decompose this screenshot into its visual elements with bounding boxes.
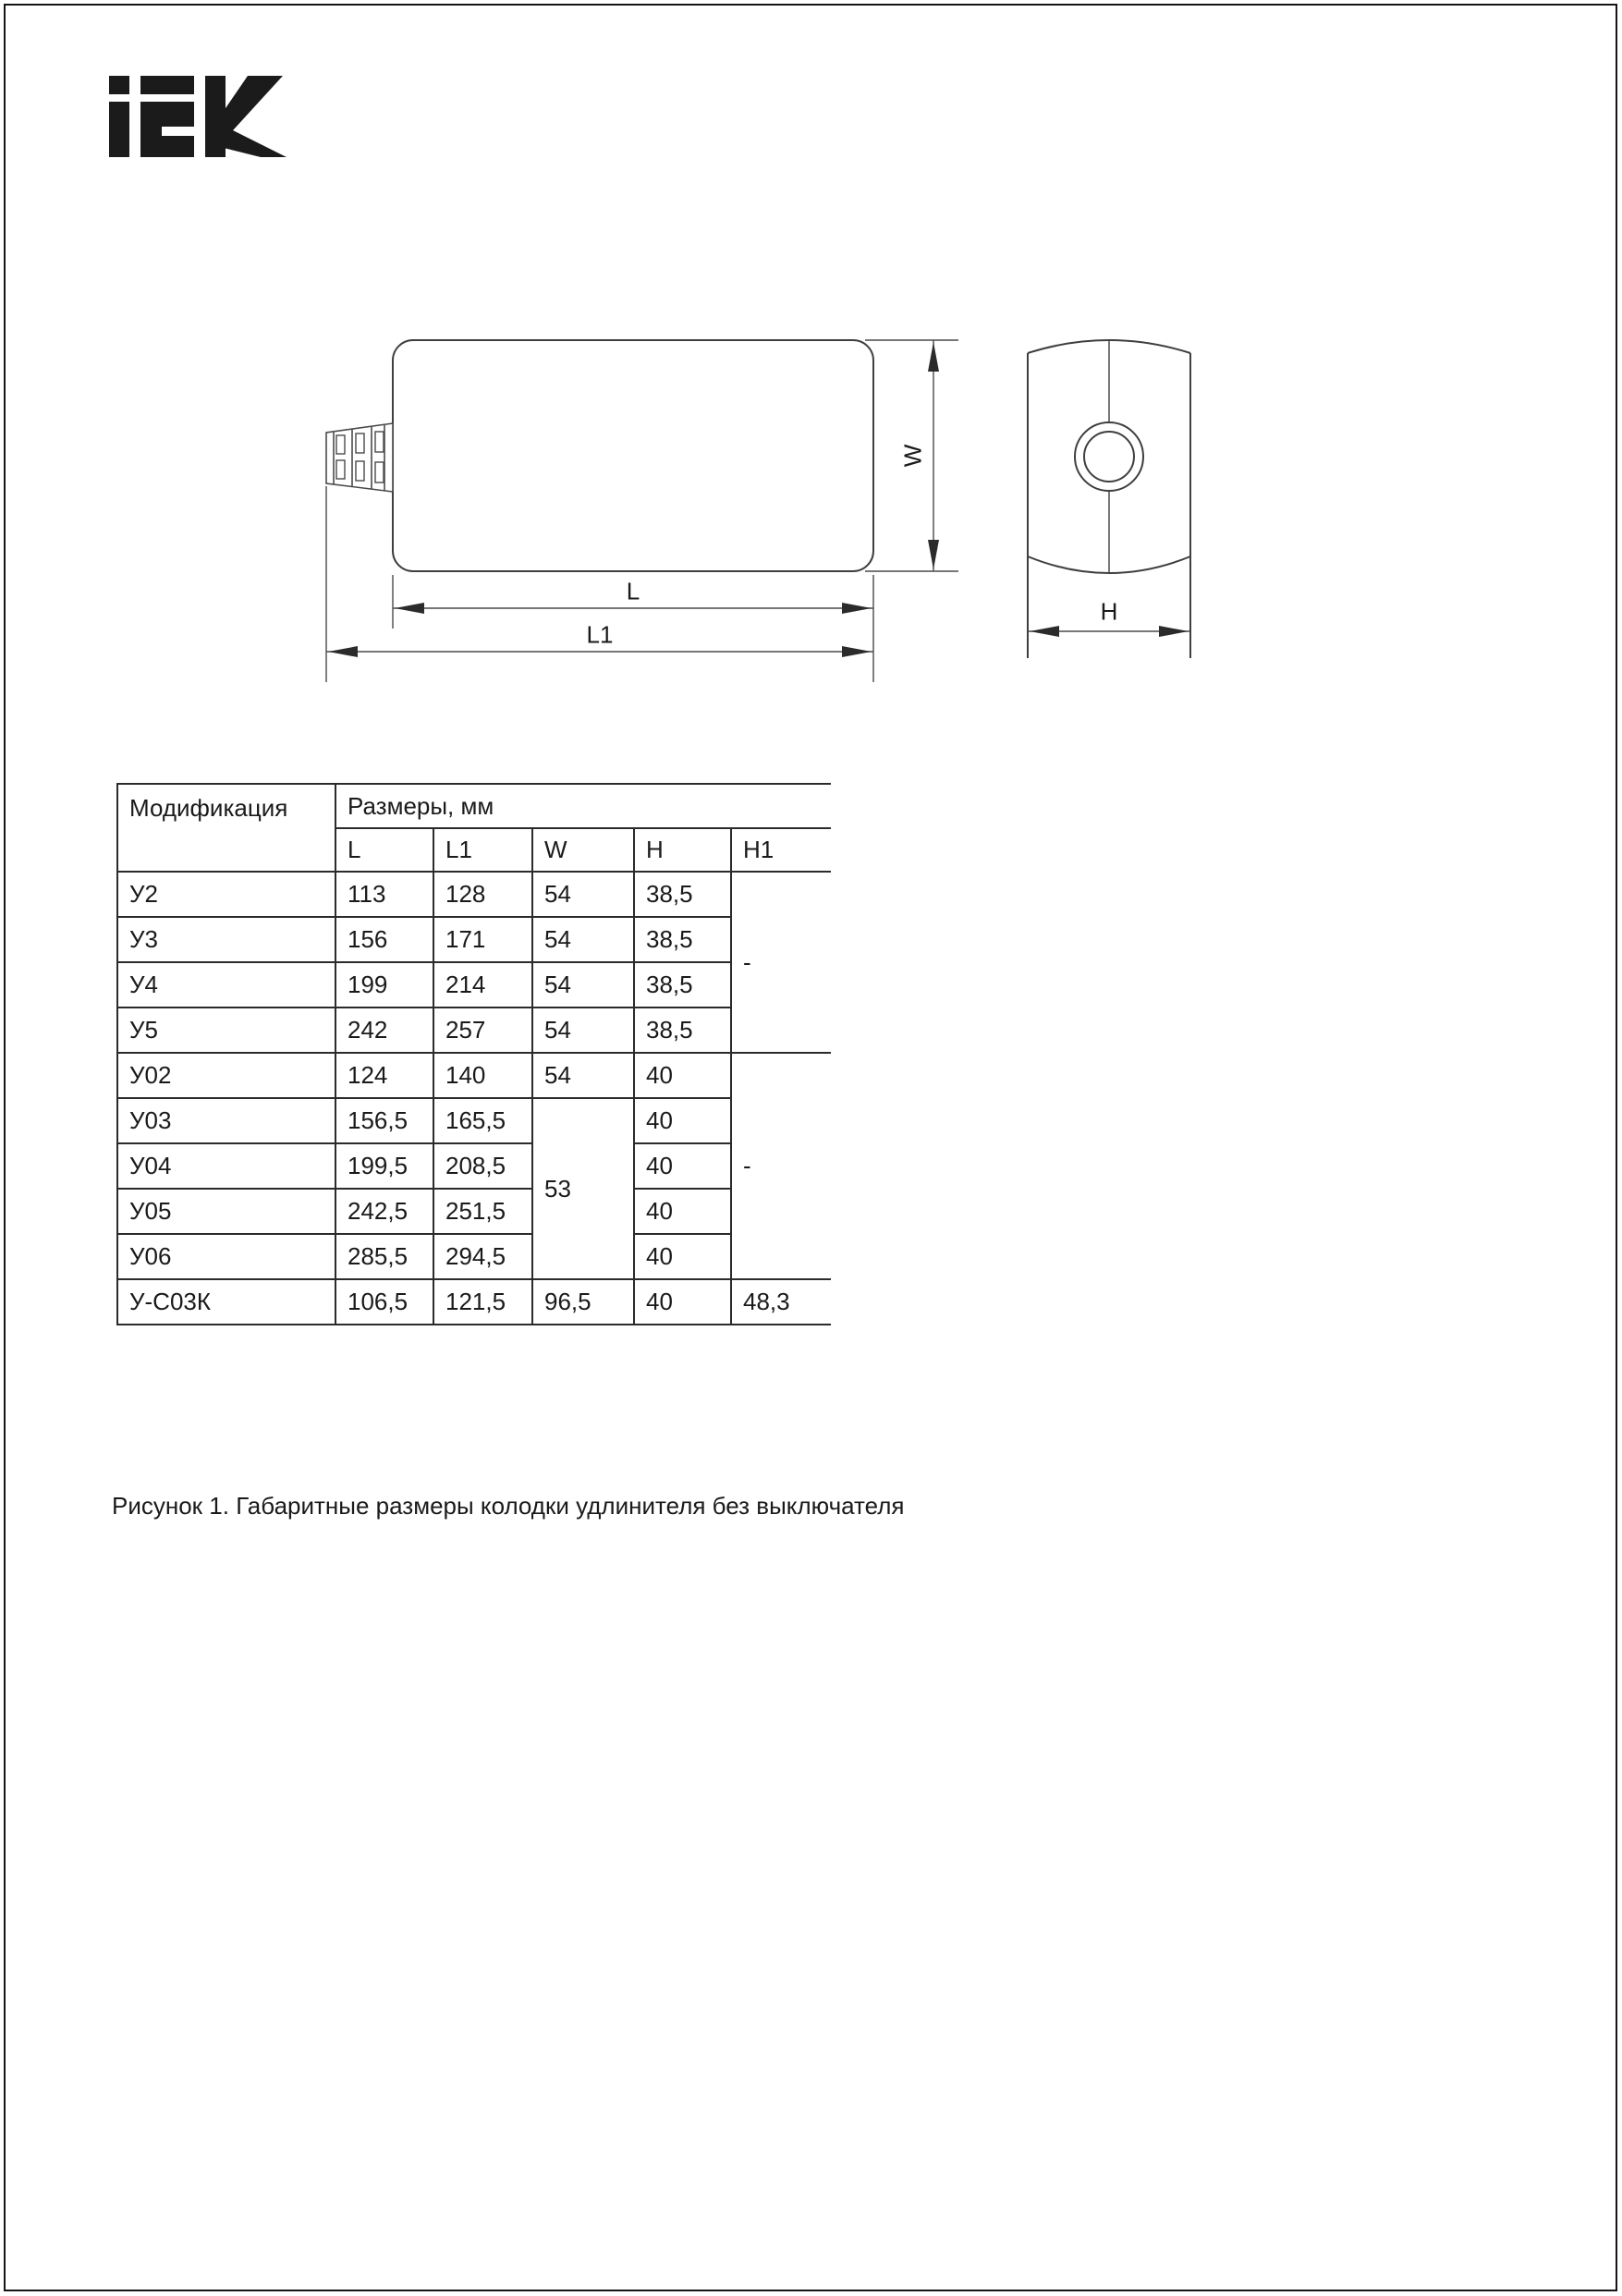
- cell-H: 40: [634, 1098, 731, 1143]
- cell-L: 106,5: [335, 1279, 433, 1325]
- dim-label-h: H: [1100, 597, 1118, 626]
- figure-caption: Рисунок 1. Габаритные размеры колодки удлинителя без выключателя: [112, 1492, 905, 1520]
- header-col-L1: L1: [433, 828, 532, 872]
- cell-H: 40: [634, 1279, 731, 1325]
- cell-modification: У2: [117, 872, 335, 917]
- cell-H1-merged: -: [731, 872, 831, 1053]
- cell-W: 54: [532, 962, 634, 1008]
- cell-H1: 48,3: [731, 1279, 831, 1325]
- table-row: [117, 872, 831, 917]
- cell-modification: У4: [117, 962, 335, 1008]
- cell-H: 40: [634, 1189, 731, 1234]
- cell-L: 199: [335, 962, 433, 1008]
- table-row: [117, 1143, 831, 1189]
- cell-L: 242,5: [335, 1189, 433, 1234]
- cable-hole-outer: [1075, 422, 1143, 491]
- table-row: [117, 962, 831, 1008]
- dim-label-l: L: [626, 577, 640, 605]
- table-row: [117, 1234, 831, 1279]
- cell-H: 38,5: [634, 872, 731, 917]
- end-view-dimension-h: [1028, 626, 1190, 637]
- header-modification: Модификация: [117, 784, 335, 872]
- cell-H: 38,5: [634, 1008, 731, 1053]
- cell-L: 285,5: [335, 1234, 433, 1279]
- cell-L: 124: [335, 1053, 433, 1098]
- cell-modification: У3: [117, 917, 335, 962]
- header-col-W: W: [532, 828, 634, 872]
- table-row: [117, 1098, 831, 1143]
- dim-label-w: W: [898, 444, 927, 468]
- table-row: [117, 917, 831, 962]
- cell-H: 40: [634, 1053, 731, 1098]
- table-row: [117, 1279, 831, 1325]
- cell-L1: 140: [433, 1053, 532, 1098]
- cell-L: 199,5: [335, 1143, 433, 1189]
- cell-W: 54: [532, 917, 634, 962]
- cell-modification: У-С03К: [117, 1279, 335, 1325]
- cell-L1: 171: [433, 917, 532, 962]
- cell-L: 156,5: [335, 1098, 433, 1143]
- header-col-H1: H1: [731, 828, 831, 872]
- cell-W-merged: 53: [532, 1098, 634, 1279]
- cell-H1-merged: -: [731, 1053, 831, 1279]
- cell-W: 96,5: [532, 1279, 634, 1325]
- cell-L1: 165,5: [433, 1098, 532, 1143]
- cell-L: 156: [335, 917, 433, 962]
- cell-L1: 128: [433, 872, 532, 917]
- table-header-row: [117, 784, 831, 828]
- dimensions-table: [116, 783, 831, 1325]
- cell-L1: 294,5: [433, 1234, 532, 1279]
- cell-L1: 121,5: [433, 1279, 532, 1325]
- header-dimensions-group: Размеры, мм: [335, 784, 831, 828]
- cell-modification: У02: [117, 1053, 335, 1098]
- dim-label-l1: L1: [586, 620, 614, 649]
- top-view-dimension-lines: [326, 340, 958, 682]
- dimensional-drawing: [0, 0, 1622, 730]
- cell-L: 113: [335, 872, 433, 917]
- table-row: [117, 1053, 831, 1098]
- header-col-L: L: [335, 828, 433, 872]
- cell-modification: У04: [117, 1143, 335, 1189]
- cell-W: 54: [532, 872, 634, 917]
- table-row: [117, 1189, 831, 1234]
- table-row: [117, 1008, 831, 1053]
- cell-modification: У05: [117, 1189, 335, 1234]
- cell-W: 54: [532, 1008, 634, 1053]
- cell-modification: У03: [117, 1098, 335, 1143]
- cell-modification: У5: [117, 1008, 335, 1053]
- cell-modification: У06: [117, 1234, 335, 1279]
- cell-L: 242: [335, 1008, 433, 1053]
- cell-H: 40: [634, 1234, 731, 1279]
- cell-H: 38,5: [634, 917, 731, 962]
- cell-L1: 208,5: [433, 1143, 532, 1189]
- cell-H: 40: [634, 1143, 731, 1189]
- header-col-H: H: [634, 828, 731, 872]
- cell-W: 54: [532, 1053, 634, 1098]
- cell-H: 38,5: [634, 962, 731, 1008]
- top-view-arrowheads: [328, 342, 939, 657]
- cell-L1: 251,5: [433, 1189, 532, 1234]
- top-view-body-outline: [393, 340, 873, 571]
- cable-gland: [326, 423, 393, 492]
- cell-L1: 214: [433, 962, 532, 1008]
- cell-L1: 257: [433, 1008, 532, 1053]
